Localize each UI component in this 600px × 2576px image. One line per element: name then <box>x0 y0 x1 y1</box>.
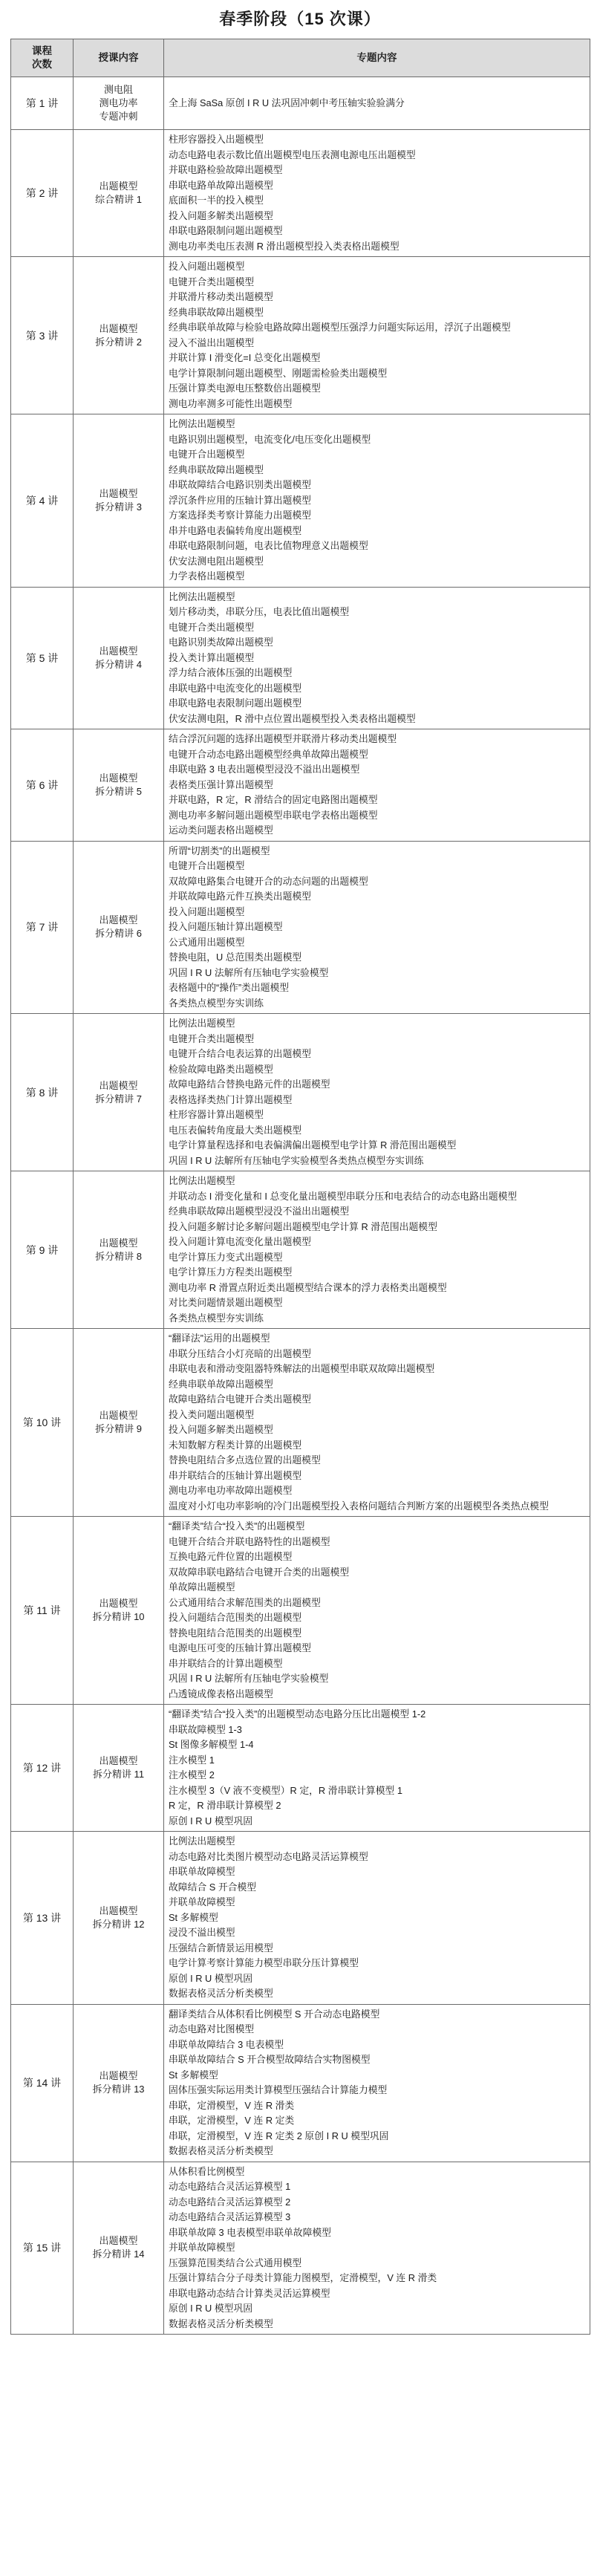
content-item: 注水模型 2 <box>169 1769 215 1780</box>
content-item: 电键开合动态电路出题模型经典单故障出题模型 <box>169 748 368 760</box>
content-item: 全上海 SaSa 原创 I R U 法巩固冲刺中考压轴实验验满分 <box>169 97 405 108</box>
text-line: 出题模型 <box>99 322 138 334</box>
text-line: 拆分精讲 13 <box>92 2084 145 2095</box>
table-row <box>11 2162 590 2335</box>
content-item: 故障电路结合电键开合类出题模型 <box>169 1393 311 1405</box>
content-cell <box>164 2162 590 2335</box>
table-row <box>11 1705 590 1832</box>
content-item: 电学计算压力变式出题模型 <box>169 1251 283 1263</box>
content-item: 经典串联故障出题模型 <box>169 464 264 475</box>
content-item: 经典串联故障出题模型 <box>169 306 264 318</box>
lesson-number-cell: 第 9 讲 <box>11 1171 74 1329</box>
content-item: 串联电路电表限制问题出题模型 <box>169 697 302 709</box>
content-item: 故障电路结合替换电路元件的出题模型 <box>169 1079 330 1090</box>
lesson-number-cell: 第 4 讲 <box>11 414 74 588</box>
content-item: 表格类压强计算出题模型 <box>169 778 273 790</box>
content-cell <box>164 1517 590 1705</box>
content-item: 并联单故障模型 <box>169 2242 235 2253</box>
topic-cell <box>74 257 164 414</box>
text-line: 拆分精讲 8 <box>95 1250 142 1262</box>
content-item: 电键开合结合并联电路特性的出题模型 <box>169 1535 330 1547</box>
table-row <box>11 1014 590 1171</box>
content-item: 投入问题多解类出题模型 <box>169 209 273 221</box>
content-item: 各类热点模型夯实训练 <box>169 1312 264 1324</box>
text-line: 出题模型 <box>99 1905 138 1916</box>
table-row <box>11 841 590 1014</box>
content-item: 对比类问题情景题出题模型 <box>169 1297 283 1308</box>
text-line: 拆分精讲 2 <box>95 336 142 348</box>
content-item: 电路识别出题模型，电流变化/电压变化出题模型 <box>169 433 371 445</box>
text-line: 拆分精讲 9 <box>95 1423 142 1434</box>
content-item: 投入问题多解类出题模型 <box>169 1424 273 1435</box>
content-item: 翻译类结合从体积看比例模型 S 开合动态电路模型 <box>169 2008 380 2020</box>
content-item: 串并电路电表偏转角度出题模型 <box>169 524 302 536</box>
content-item: 串并联结合的计算出题模型 <box>169 1657 283 1669</box>
content-item: 测电功率类电压表测 R 滑出题模型投入类表格出题模型 <box>169 240 400 252</box>
content-item: 投入问题出题模型 <box>169 261 245 272</box>
topic-cell <box>74 729 164 842</box>
content-item: 底面积一半的投入模型 <box>169 195 264 206</box>
lesson-number-cell: 第 1 讲 <box>11 77 74 130</box>
page-title: 春季阶段（15 次课） <box>219 10 381 28</box>
header-content: 专题内容 <box>164 39 590 77</box>
content-item: 替换电阻结合多点选位置的出题模型 <box>169 1454 321 1466</box>
topic-cell <box>74 130 164 257</box>
content-cell <box>164 414 590 588</box>
content-item: 故障结合 S 开合模型 <box>169 1881 257 1893</box>
text-line: 次数 <box>32 59 52 70</box>
content-item: 投入问题计算电流变化量出题模型 <box>169 1236 311 1247</box>
text-line: 出题模型 <box>99 1598 138 1609</box>
content-item: 双故障串联电路结合电键开合类的出题模型 <box>169 1566 350 1578</box>
content-item: 电学计算量程选择和电表偏满偏出题模型电学计算 R 滑范围出题模型 <box>169 1139 457 1151</box>
content-item: 串联故障模型 1-3 <box>169 1723 242 1735</box>
content-cell <box>164 257 590 414</box>
content-item: St 图像多解模型 1-4 <box>169 1739 254 1750</box>
content-item: 巩固 I R U 法解所有压轴电学实验模型各类热点模型夯实训练 <box>169 1154 424 1166</box>
content-item: 伏安法测电阻出题模型 <box>169 555 264 567</box>
content-item: 运动类问题表格出题模型 <box>169 824 273 836</box>
content-item: 串联电路中电流变化的出题模型 <box>169 682 302 694</box>
lesson-number-cell: 第 8 讲 <box>11 1014 74 1171</box>
content-item: R 定，R 滑串联计算模型 2 <box>169 1800 281 1811</box>
text-line: 拆分精讲 11 <box>92 1769 145 1780</box>
text-line: 拆分精讲 7 <box>95 1093 142 1105</box>
lesson-number-cell: 第 5 讲 <box>11 587 74 729</box>
content-item: 数据表格灵活分析类模型 <box>169 2145 273 2156</box>
lesson-number-cell: 第 11 讲 <box>11 1517 74 1705</box>
content-item: 串联，定滑模型，V 连 R 滑类 <box>169 2099 295 2111</box>
content-cell <box>164 1832 590 2005</box>
content-item: 投入问题压轴计算出题模型 <box>169 921 283 932</box>
content-cell <box>164 841 590 1014</box>
text-line: 出题模型 <box>99 1237 138 1249</box>
lesson-number-cell: 第 12 讲 <box>11 1705 74 1832</box>
content-item: 动态电路结合灵活运算模型 3 <box>169 2211 291 2222</box>
header-lesson <box>11 39 74 77</box>
content-item: 数据表格灵活分析类模型 <box>169 2318 273 2329</box>
text-line: 出题模型 <box>99 772 138 784</box>
content-item: 投入问题结合范围类的出题模型 <box>169 1612 302 1623</box>
content-item: 串联电路限制问题出题模型 <box>169 225 283 236</box>
table-row <box>11 1832 590 2005</box>
content-item: 串并联结合的压轴计算出题模型 <box>169 1469 302 1481</box>
topic-cell <box>74 414 164 588</box>
content-item: 公式通用出题模型 <box>169 936 245 948</box>
text-line: 拆分精讲 10 <box>92 1611 145 1622</box>
content-item: 电键开合类出题模型 <box>169 276 255 287</box>
text-line: 拆分精讲 14 <box>92 2248 145 2260</box>
content-item: 从体积看比例模型 <box>169 2165 245 2177</box>
table-row <box>11 257 590 414</box>
content-item: 电键开合类出题模型 <box>169 1032 255 1044</box>
content-item: 方案选择类考察计算能力出题模型 <box>169 510 311 521</box>
content-item: 测电功率电功率故障出题模型 <box>169 1485 293 1496</box>
content-item: 经典串联单故障出题模型 <box>169 1378 273 1390</box>
content-item: 公式通用结合求解范围类的出题模型 <box>169 1596 321 1608</box>
content-item: 原创 I R U 模型巩固 <box>169 1815 253 1827</box>
content-item: 并联电路，R 定，R 滑结合的固定电路图出题模型 <box>169 794 378 805</box>
topic-cell <box>74 1171 164 1329</box>
content-item: 投入问题多解讨论多解问题出题模型电学计算 R 滑范围出题模型 <box>169 1220 437 1232</box>
content-item: 柱形容器投入出题模型 <box>169 134 264 145</box>
content-item: 并联单故障模型 <box>169 1896 235 1907</box>
content-item: 电键开合结合电表运算的出题模型 <box>169 1048 311 1059</box>
text-line: 出题模型 <box>99 1079 138 1091</box>
content-item: 串联电路动态结合计算类灵活运算模型 <box>169 2287 330 2299</box>
content-item: 浮沉条件应用的压轴计算出题模型 <box>169 494 311 506</box>
content-item: 并联动态 I 滑变化量和 I 总变化量出题模型串联分压和电表结合的动态电路出题模型 <box>169 1190 518 1202</box>
content-item: 原创 I R U 模型巩固 <box>169 1972 253 1984</box>
text-line: 出题模型 <box>99 914 138 926</box>
topic-cell <box>74 2004 164 2162</box>
table-row <box>11 1329 590 1517</box>
content-item: “翻译类”结合“投入类”的出题模型动态电路分压比出题模型 1-2 <box>169 1708 426 1720</box>
content-item: 压强结合新情景运用模型 <box>169 1942 273 1954</box>
text-line: 专题冲刺 <box>99 111 138 122</box>
content-cell <box>164 2004 590 2162</box>
content-item: 串联电路限制问题，电表比值物理意义出题模型 <box>169 540 368 551</box>
lesson-number-cell: 第 13 讲 <box>11 1832 74 2005</box>
content-item: “翻译类”结合“投入类”的出题模型 <box>169 1520 305 1532</box>
content-cell <box>164 587 590 729</box>
content-item: 双故障电路集合电键开合的动态问题的出题模型 <box>169 875 368 887</box>
topic-cell <box>74 77 164 130</box>
content-item: 力学表格出题模型 <box>169 570 245 582</box>
content-item: 串联故障结合电路识别类出题模型 <box>169 479 311 490</box>
content-item: 凸透镜成像表格出题模型 <box>169 1688 273 1700</box>
content-item: 电键开合出题模型 <box>169 860 245 871</box>
text-line: 出题模型 <box>99 180 138 192</box>
lesson-number-cell: 第 14 讲 <box>11 2004 74 2162</box>
content-item: 串联电表和滑动变阻器特殊解法的出题模型串联双故障出题模型 <box>169 1363 435 1374</box>
content-item: 串联，定滑模型，V 连 R 定类 2 原创 I R U 模型巩固 <box>169 2130 389 2141</box>
text-line: 拆分精讲 4 <box>95 658 142 670</box>
content-item: 比例法出题模型 <box>169 1835 235 1847</box>
text-line: 出题模型 <box>99 2235 138 2247</box>
schedule-table <box>10 39 590 2335</box>
content-item: 结合浮沉问题的选择出题模型并联滑片移动类出题模型 <box>169 733 397 744</box>
table-row <box>11 130 590 257</box>
content-item: 电源电压可变的压轴计算出题模型 <box>169 1642 311 1653</box>
content-item: 比例法出题模型 <box>169 418 235 429</box>
table-row <box>11 1171 590 1329</box>
table-header-row <box>11 39 590 77</box>
lesson-number-cell: 第 3 讲 <box>11 257 74 414</box>
content-item: St 多解模型 <box>169 1911 218 1923</box>
content-item: St 多解模型 <box>169 2069 218 2081</box>
content-item: 压强计算类电源电压整数倍出题模型 <box>169 383 321 394</box>
table-row <box>11 587 590 729</box>
text-line: 拆分精讲 5 <box>95 785 142 797</box>
content-item: 表格选择类热门计算出题模型 <box>169 1093 293 1105</box>
content-cell <box>164 77 590 130</box>
lesson-number-cell: 第 7 讲 <box>11 841 74 1014</box>
content-cell <box>164 729 590 842</box>
content-item: 并联故障电路元件互换类出题模型 <box>169 891 311 902</box>
topic-cell <box>74 1517 164 1705</box>
text-line: 出题模型 <box>99 645 138 657</box>
lesson-number-cell: 第 15 讲 <box>11 2162 74 2335</box>
content-item: 动态电路电表示数比值出题模型电压表测电源电压出题模型 <box>169 149 416 160</box>
content-item: 电压表偏转角度最大类出题模型 <box>169 1124 302 1136</box>
lesson-number-cell: 第 10 讲 <box>11 1329 74 1517</box>
content-cell <box>164 1014 590 1171</box>
text-line: 拆分精讲 12 <box>92 1918 145 1930</box>
content-item: 经典串联故障出题模型浸没不溢出出题模型 <box>169 1206 350 1217</box>
text-line: 出题模型 <box>99 487 138 499</box>
content-item: 电键开合出题模型 <box>169 449 245 460</box>
content-item: 并联滑片移动类出题模型 <box>169 291 273 302</box>
topic-cell <box>74 2162 164 2335</box>
text-line: 测电功率 <box>99 97 138 108</box>
content-item: 比例法出题模型 <box>169 1018 235 1029</box>
content-cell <box>164 1329 590 1517</box>
text-line: 拆分精讲 3 <box>95 501 142 513</box>
table-row <box>11 729 590 842</box>
topic-cell <box>74 1832 164 2005</box>
content-item: 电学计算压力方程类出题模型 <box>169 1266 293 1278</box>
content-item: 串联电路 3 电表出题模型浸没不溢出出题模型 <box>169 764 360 775</box>
text-line: 综合精讲 1 <box>95 194 142 205</box>
content-item: 比例法出题模型 <box>169 1175 235 1186</box>
table-row <box>11 414 590 588</box>
content-item: 柱形容器计算出题模型 <box>169 1109 264 1120</box>
text-line: 课程 <box>32 45 52 56</box>
content-item: 巩固 I R U 法解所有压轴电学实验模型 <box>169 1673 329 1684</box>
content-cell <box>164 130 590 257</box>
content-item: 串联电路单故障出题模型 <box>169 179 273 191</box>
content-item: 测电功率多解问题出题模型串联电学表格出题模型 <box>169 809 378 821</box>
content-item: 并联计算 I 滑变化=I 总变化出题模型 <box>169 352 321 363</box>
content-item: 串联单故障结合 3 电表模型 <box>169 2038 284 2050</box>
content-item: “翻译法”运用的出题模型 <box>169 1333 270 1344</box>
content-item: 串联单故障结合 S 开合模型故障结合实物图模型 <box>169 2054 371 2065</box>
topic-cell <box>74 1014 164 1171</box>
content-item: 串联，定滑模型，V 连 R 定类 <box>169 2115 295 2126</box>
content-item: 互换电路元件位置的出题模型 <box>169 1551 293 1562</box>
content-item: 替换电阻，U 总范围类出题模型 <box>169 952 302 963</box>
topic-cell <box>74 587 164 729</box>
content-item: 所谓“切割类”的出题模型 <box>169 845 270 856</box>
text-line: 出题模型 <box>99 2070 138 2081</box>
content-item: 检验故障电路类出题模型 <box>169 1063 273 1075</box>
content-cell <box>164 1171 590 1329</box>
content-item: 压强算范围类结合公式通用模型 <box>169 2257 302 2268</box>
text-line: 拆分精讲 6 <box>95 928 142 940</box>
lesson-number-cell: 第 2 讲 <box>11 130 74 257</box>
content-item: 测电功率 R 滑置点附近类出题模型结合课本的浮力表格类出题模型 <box>169 1281 447 1293</box>
content-item: 未知数解方程类计算的出题模型 <box>169 1439 302 1451</box>
table-row <box>11 77 590 130</box>
content-item: 各类热点模型夯实训练 <box>169 997 264 1009</box>
content-item: 动态电路对比类图片模型动态电路灵活运算模型 <box>169 1850 368 1862</box>
content-item: 串联单故障模型 <box>169 1866 235 1877</box>
topic-cell <box>74 1705 164 1832</box>
table-row <box>11 2004 590 2162</box>
content-item: 浸没不溢出模型 <box>169 1927 235 1938</box>
content-item: 串联分压结合小灯亮暗的出题模型 <box>169 1347 311 1359</box>
topic-cell <box>74 841 164 1014</box>
content-cell <box>164 1705 590 1832</box>
content-item: 动态电路结合灵活运算模型 2 <box>169 2196 291 2208</box>
text-line: 测电阻 <box>103 84 133 95</box>
text-line: 出题模型 <box>99 1755 138 1766</box>
content-item: 经典串联单故障与检验电路故障出题模型压强浮力问题实际运用，浮沉子出题模型 <box>169 322 511 333</box>
content-item: 伏安法测电阻，R 滑中点位置出题模型投入类表格出题模型 <box>169 712 416 724</box>
content-item: 电键开合类出题模型 <box>169 621 255 633</box>
content-item: 巩固 I R U 法解所有压轴电学实验模型 <box>169 966 329 978</box>
table-body <box>11 77 590 2335</box>
content-item: 动态电路对比图模型 <box>169 2023 255 2035</box>
content-item: 投入类问题出题模型 <box>169 1408 255 1420</box>
text-line: 出题模型 <box>99 1410 138 1421</box>
content-item: 替换电阻结合范围类的出题模型 <box>169 1627 302 1639</box>
content-item: 单故障出题模型 <box>169 1581 235 1593</box>
content-item: 注水模型 1 <box>169 1754 215 1766</box>
content-item: 浮力结合液体压强的出题模型 <box>169 667 293 678</box>
content-item: 固体压强实际运用类计算模型压强结合计算能力模型 <box>169 2084 388 2095</box>
lesson-number-cell: 第 6 讲 <box>11 729 74 842</box>
content-item: 并联电路检验故障出题模型 <box>169 164 283 175</box>
content-item: 测电功率测多可能性出题模型 <box>169 397 293 409</box>
content-item: 表格题中的“操作”类出题模型 <box>169 982 290 993</box>
content-item: 原创 I R U 模型巩固 <box>169 2303 253 2314</box>
content-item: 电路识别类故障出题模型 <box>169 637 273 648</box>
topic-cell <box>74 1329 164 1517</box>
content-item: 注水模型 3（V 液不变模型）R 定，R 滑串联计算模型 1 <box>169 1784 402 1796</box>
content-item: 数据表格灵活分析类模型 <box>169 1988 273 1999</box>
header-topic: 授课内容 <box>74 39 164 77</box>
content-item: 投入问题出题模型 <box>169 905 245 917</box>
content-item: 投入类计算出题模型 <box>169 651 255 663</box>
table-row <box>11 1517 590 1705</box>
content-item: 动态电路结合灵活运算模型 1 <box>169 2181 291 2192</box>
content-item: 温度对小灯电功率影响的冷门出题模型投入表格问题结合判断方案的出题模型各类热点模型 <box>169 1500 549 1512</box>
content-item: 浸入不溢出出题模型 <box>169 336 255 348</box>
content-item: 电学计算限制问题出题模型、刚题需检验类出题模型 <box>169 367 388 379</box>
content-item: 比例法出题模型 <box>169 591 235 602</box>
content-item: 电学计算考察计算能力模型串联分压计算模型 <box>169 1957 359 1968</box>
content-item: 串联单故障 3 电表模型串联单故障模型 <box>169 2226 331 2238</box>
content-item: 压强计算结合分子母类计算能力图模型，定滑模型，V 连 R 滑类 <box>169 2272 437 2283</box>
content-item: 划片移动类，串联分压，电表比值出题模型 <box>169 606 350 617</box>
